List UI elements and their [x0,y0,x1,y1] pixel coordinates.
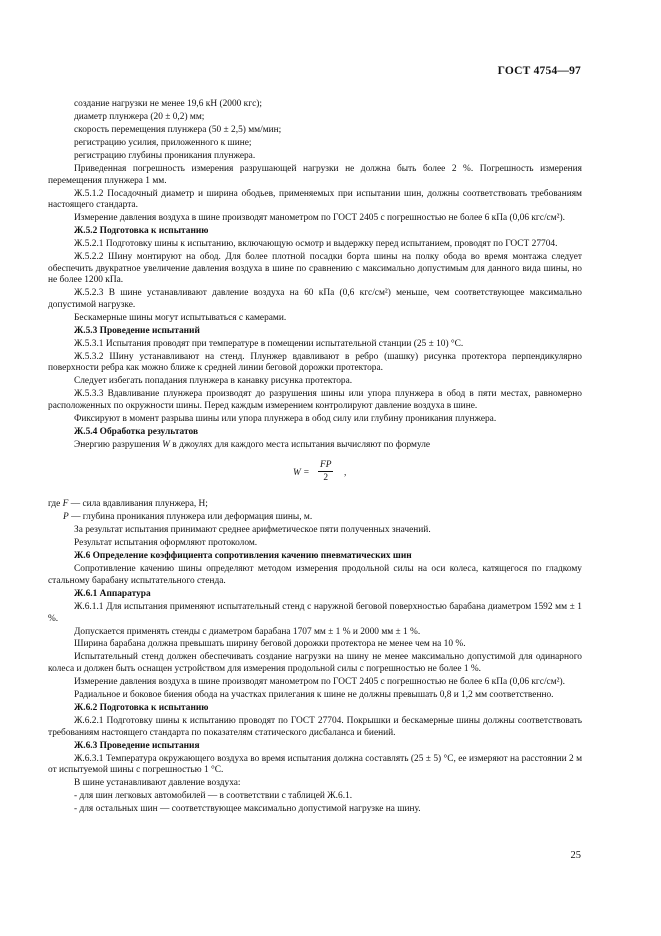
document-body [48,99,582,817]
section-heading: Ж.5.3 Проведение испытаний [74,325,200,336]
paragraph: Фиксируют в момент разрыва шины или упора плунжера в обод силу или глубину проникания плунжера. [74,413,497,424]
formula-numerator: FP [320,460,332,471]
document-code: ГОСТ 4754—97 [497,65,581,77]
variable: F [62,499,69,510]
paragraph: Следует избегать попадания плунжера в канавку рисунка протектора. [74,376,353,387]
section-heading: Ж.5.2 Подготовка к испытанию [74,226,209,237]
formula [48,459,582,489]
section-heading: Ж.6 Определение коэффициента сопротивления качению пневматических шин [74,551,412,562]
paragraph: Ж.5.3.3 Вдавливание плунжера производят до разрушения шины или упора плунжера в обод в пяти местах, равномерно расположенных по окружности шины. Перед каждым измерением контролируют давление воздуха в шине. [48,389,582,411]
list-item: скорость перемещения плунжера (50 ± 2,5) мм/мин; [74,124,282,135]
paragraph: Сопротивление качению шины определяют методом измерения продольной силы на оси колеса, катящегося по гладкому стальному барабану испытательного стенда. [48,564,582,586]
paragraph: Результат испытания оформляют протоколом. [74,538,258,549]
paragraph: Ширина барабана должна превышать ширину беговой дорожки протектора не менее чем на 10 %. [74,639,466,650]
section-heading: Ж.5.4 Обработка результатов [74,426,199,437]
legend-line [48,512,582,524]
paragraph: Ж.6.2.1 Подготовку шины к испытанию проводят по ГОСТ 27704. Покрышки и бескамерные шины должны соответствовать требованиям настоящего стандарта по показателям статического дисбаланса и биений. [48,716,582,738]
variable: W [162,439,170,450]
paragraph: Измерение давления воздуха в шине производят манометром по ГОСТ 2405 с погрешностью не более 6 кПа (0,06 кгс/см²). [74,213,565,224]
list-item: создание нагрузки не менее 19,6 кН (2000 кгс); [74,99,262,109]
formula-denominator: 2 [323,473,329,484]
list-item: - для остальных шин — соответствующее максимально допустимой нагрузке на шину. [74,804,421,815]
paragraph: Ж.5.3.1 Испытания проводят при температуре в помещении испытательной станции (25 ± 10) °С. [74,338,464,349]
paragraph: Ж.5.2.3 В шине устанавливают давление воздуха на 60 кПа (0,6 кгс/см²) меньше, чем соответствующее максимально допустимой нагрузке. [48,288,582,310]
list-item: регистрацию глубины проникания плунжера. [74,150,256,161]
paragraph: Измерение давления воздуха в шине производят манометром по ГОСТ 2405 с погрешностью не более 6 кПа (0,06 кгс/см²). [74,677,565,688]
list-item: - для шин легковых автомобилей — в соответствии с таблицей Ж.6.1. [74,791,353,802]
formula-fraction [318,459,333,484]
paragraph: Ж.5.2.1 Подготовку шины к испытанию, включающую осмотр и выдержку перед испытанием, проводят по ГОСТ 27704. [74,239,558,250]
paragraph: Радиальное и боковое биения обода на участках прилегания к шине не должны превышать 0,8 и 1,2 мм соответственно. [74,690,554,701]
formula-lhs: W = [293,468,310,479]
paragraph: Ж.6.1.1 Для испытания применяют испытательный стенд с наружной беговой поверхностью барабана диаметром 1592 мм ± 1 %. [48,601,582,624]
list-item: диаметр плунжера (20 ± 0,2) мм; [74,111,205,122]
text: в джоулях для каждого места испытания вычисляют по формуле [169,439,431,450]
section-heading: Ж.6.1 Аппаратура [74,588,151,599]
list-item: регистрацию усилия, приложенного к шине; [74,137,252,148]
paragraph: Ж.5.2.2 Шину монтируют на обод. Для более плотной посадки борта шины на полку обода во время монтажа следует обеспечить двукратное увеличение давления воздуха в шине по сравнению с максимально допустимым для данного вида шины, но не более 1200 кПа. [48,252,582,286]
page-number: 25 [570,850,581,861]
section-heading: Ж.6.3 Проведение испытания [74,740,200,751]
paragraph: В шине устанавливают давление воздуха: [74,778,241,789]
paragraph: Ж.5.3.2 Шину устанавливают на стенд. Плунжер вдавливают в ребро (шашку) рисунка протектора перпендикулярно поверхности ребра как можно ближе к средней линии беговой дорожки протектора. [48,351,582,374]
text: Энергию разрушения [74,439,163,450]
paragraph: Бескамерные шины могут испытываться с камерами. [74,312,287,323]
paragraph: Испытательный стенд должен обеспечивать создание нагрузки на шину не менее максимально допустимой для одинарного колеса и должен быть оснащен устройством для измерения продольной силы с погрешностью не более 1 %. [48,652,582,675]
section-heading: Ж.6.2 Подготовка к испытанию [74,703,209,714]
text: — сила вдавливания плунжера, Н; [68,499,208,510]
paragraph: Допускается применять стенды с диаметром барабана 1707 мм ± 1 % и 2000 мм ± 1 %. [74,626,421,637]
variable: P [63,512,69,523]
formula-comma: , [344,468,347,479]
paragraph: За результат испытания принимают среднее арифметическое пяти полученных значений. [74,525,431,536]
legend-line [48,499,582,511]
text: где [48,499,63,510]
paragraph: Приведенная погрешность измерения разрушающей нагрузки не должна быть более 2 %. Погрешность измерения перемещения плунжера 1 мм. [48,163,582,186]
paragraph: Ж.6.3.1 Температура окружающего воздуха во время испытания должна составлять (25 ± 5) °С, ее измеряют на расстоянии 2 м от испытуемой шины с погрешностью 1 °С. [48,753,582,776]
text: — глубина проникания плунжера или деформация шины, м. [68,512,313,523]
paragraph: Ж.5.1.2 Посадочный диаметр и ширина ободьев, применяемых при испытании шин, должны соответствовать требованиям настоящего стандарта. [48,188,582,211]
paragraph [48,440,582,452]
